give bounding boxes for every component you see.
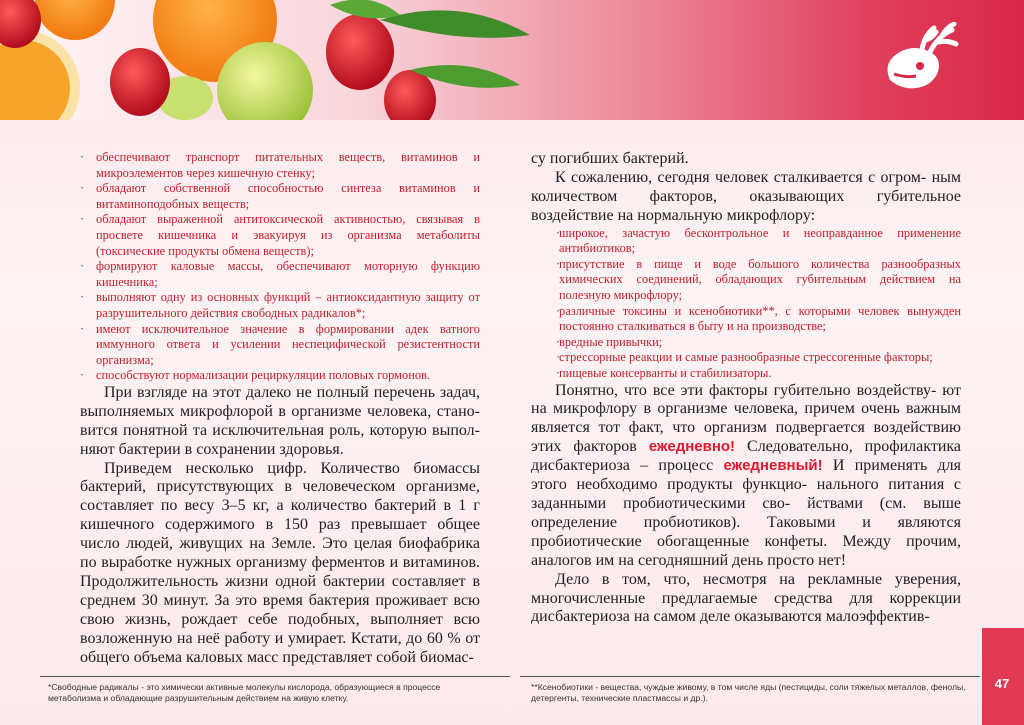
paragraph: К сожалению, сегодня человек сталкивается с огром- ным количеством факторов, оказывающих губительное воздействие на нормальную микрофлору: [531, 168, 961, 224]
highlight-daily: ежедневно! [648, 438, 736, 456]
harmful-factors-list [531, 226, 961, 382]
paragraph: Приведем несколько цифр. Количество биомассы бактерий, присутствующих в человеческом организме, составляет по весу 3–5 кг, а количество бактерий в 1 г кишечного содержимого в 150 раз превышает общее число людей, живущих на Земле. Это целая биофабрика по выработке нужных организму ферментов и витаминов. Продолжительность жизни одной бактерии составляет в среднем 30 минут. За это время бактерия проживает всю свою жизнь, рождает себе подобных, выполняет всю возложенную на неё работу и умирает. Кстати, до 60 % от общего объема каловых масс представляет собой биомас- [80, 459, 480, 666]
deer-logo-icon [872, 22, 968, 104]
list-item: · обеспечивают транспорт питательных веществ, витаминов и микроэлементов через кишечную стенку; [80, 150, 480, 181]
orange-fruit-small [35, 0, 115, 40]
list-item: · способствуют нормализации рециркуляции половых гормонов. [80, 368, 480, 384]
footnote-xenobiotics: **Ксенобиотики - вещества, чуждые живому, в том числе яды (пестициды, соли тяжелых металлов, фенолы, детергенты, технические пластмассы и др.). [531, 682, 966, 703]
list-item: · вредные привычки; [531, 335, 961, 351]
microflora-functions-list [80, 150, 480, 384]
header-banner [0, 0, 1024, 120]
list-item: · обладают выраженной антитоксической активностью, связывая в просвете кишечника и эвакуируя из организма метаболиты (токсические продукты обмена веществ); [80, 212, 480, 259]
fruits-image [0, 0, 540, 120]
strawberry [326, 14, 394, 90]
list-item: · имеют исключительное значение в формировании адек ватного иммунного ответа и усилении неспецифической резистентности организма; [80, 322, 480, 369]
leaf [330, 0, 400, 18]
paragraph [531, 382, 961, 571]
paragraph: При взгляде на этот далеко не полный перечень задач, выполняемых микрофлорой в организме человека, стано- вится понятной та исключительная роль, которую выпол- няют бактерии в сохранении здоровья. [80, 383, 480, 458]
highlight-daily-process: ежедневный! [723, 457, 823, 475]
list-item: · выполняют одну из основных функций – антиоксидантную защиту от разрушительного действия свободных радикалов*; [80, 290, 480, 321]
list-item: · пищевые консерванты и стабилизаторы. [531, 366, 961, 382]
footnote-divider [520, 676, 980, 677]
strawberry [110, 48, 170, 116]
right-column [531, 150, 961, 627]
list-item: · широкое, зачастую бесконтрольное и неоправданное применение антибиотиков; [531, 226, 961, 257]
strawberry [384, 70, 436, 120]
list-item: · различные токсины и ксенобиотики**, с которыми человек вынужден постоянно сталкиваться в быту и на производстве; [531, 304, 961, 335]
list-item: · стрессорные реакции и самые разнообразные стрессогенные факторы; [531, 350, 961, 366]
left-column [80, 150, 480, 668]
paragraph: Дело в том, что, несмотря на рекламные уверения, многочисленные предлагаемые средства для коррекции дисбактериоза на самом деле оказываются малоэффектив- [531, 570, 961, 626]
text-run: Следовательно, профилактика дисбактериоза – процесс [531, 438, 962, 475]
text-run: Понятно, что все эти факторы губительно воздейству- ют на микрофлору в организме человека, причем очень важным является тот факт, что организм подвергается воздействию этих факторов [531, 381, 961, 456]
list-item: · формируют каловые массы, обеспечивают моторную функцию кишечника; [80, 259, 480, 290]
list-item: · присутствие в пище и воде большого количества разнообразных химических соединений, обладающих губительным действием на полезную микрофлору; [531, 257, 961, 304]
footnote-divider [40, 676, 510, 677]
page-number: 47 [994, 676, 1010, 691]
leaf [380, 10, 530, 37]
footnote-free-radicals: *Свободные радикалы - это химически активные молекулы кислорода, образующиеся в процессе метаболизма и обладающие разрушительным действием на живую клетку. [48, 682, 441, 703]
list-item: · обладают собственной способностью синтеза витаминов и витаминоподобных веществ; [80, 181, 480, 212]
text-run: И применять для этого необходимо продукты функцио- нального питания с заданными пробиотическими сво- йствами (см. выше определение пробиотиков). Таковыми и являются пробиотические обогащенные конфеты. Между прочим, аналогов им на сегодняшний день просто нет! [531, 457, 962, 569]
paragraph-continued: су погибших бактерий. [531, 150, 689, 167]
